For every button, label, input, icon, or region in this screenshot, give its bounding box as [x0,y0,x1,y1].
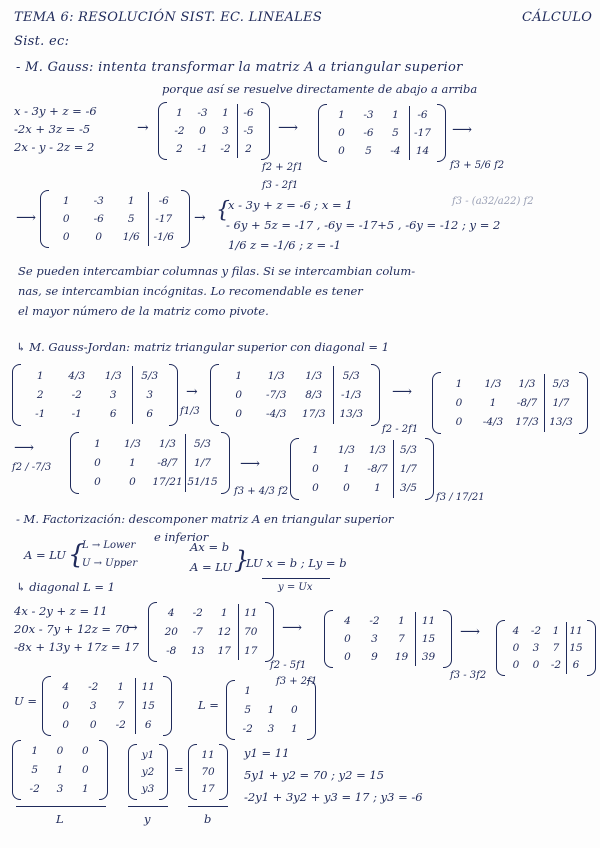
matrix-cell: -1 [197,143,208,155]
augmented-bar [409,106,410,160]
matrix-cell: 4 [167,607,175,620]
gj-matrix-5 [290,438,434,500]
matrix-cell: 0 [62,718,70,731]
matrix-cell: 1 [552,624,560,637]
matrix-cell: 5/3 [342,369,360,382]
gauss-matrix-1 [158,102,270,160]
gauss-sol-2: - 6y + 5z = -17 , -6y = -17+5 , -6y = -12 ; y = 2 [226,218,501,232]
lu-diag: ↳ diagonal L = 1 [16,580,115,594]
brace-icon: } [234,546,250,574]
lu-label-y: y [144,812,151,826]
matrix-cell: 17 [217,644,231,657]
matrix-cell: 5 [392,127,399,139]
matrix-cell: 7 [117,699,125,712]
gauss-op-1b: f3 - 2f1 [262,180,299,191]
matrix-cell: 17/21 [152,476,183,489]
augmented-bar [132,366,133,424]
bracket-right [443,610,452,668]
arrow-icon: ⟶ [14,440,35,456]
lu-b-vector [188,744,228,800]
bracket-right [425,438,434,500]
gj-matrix-4 [70,432,230,494]
lu-op-1a: f2 - 5f1 [270,660,307,671]
arrow-icon: → [194,210,206,226]
matrix-cell: 1 [117,681,125,694]
matrix-cell: 6 [109,408,117,421]
bracket-left [226,680,235,740]
lu-upper: U → Upper [82,558,138,569]
matrix-cell: 1/6 [122,231,140,243]
matrix-cell: -1 [35,408,46,421]
matrix-cell: -4 [390,145,401,157]
brace-icon: { [68,540,85,570]
bracket-right [169,364,178,426]
matrix-cell: 0 [235,408,243,421]
matrix-cell: 6 [572,659,580,672]
lu-matrix-2 [324,610,452,668]
matrix-cell: 0 [312,462,319,475]
bracket-left [290,438,299,500]
matrix-cell: -1/3 [341,388,362,401]
lu-eq-3: -8x + 13y + 17z = 17 [14,640,139,654]
matrix-cell: 3 [222,125,229,137]
underbrace-line [128,806,168,807]
matrix-cell: 6 [146,408,154,421]
matrix-cell: -2 [220,143,231,155]
lu-u-label: U = [14,694,37,708]
matrix-cell: 3 [146,388,154,401]
matrix-cell: -6 [417,109,428,121]
lu-op-1b: f3 + 2f1 [276,676,318,687]
matrix-cell: 5/3 [141,369,159,382]
matrix-cell: 0 [338,145,345,157]
matrix-cell: 20 [164,625,178,638]
underbrace-line [16,806,106,807]
matrix-cell: 17/3 [515,416,539,429]
matrix-cell: 0 [94,476,101,489]
matrix-cell: 0 [81,763,89,776]
lu-res-1: y1 = 11 [244,746,290,760]
matrix-cell: 7 [398,633,405,645]
matrix-cell: 1 [56,763,64,776]
matrix-cell: 9 [371,651,378,663]
lu-res-2: 5y1 + y2 = 70 ; y2 = 15 [244,768,385,782]
matrix-cell: 13/3 [549,416,573,429]
lu-alu-2: A = LU [190,560,232,574]
matrix-cell: 0 [56,745,64,758]
matrix-cell: 4 [512,624,520,637]
arrow-icon: ⟶ [240,456,261,472]
matrix-cell: 3 [56,782,64,795]
matrix-cell: 1 [31,745,38,758]
matrix-cell: 3 [267,722,275,735]
augmented-bar [238,604,239,660]
matrix-cell: -1/6 [153,231,174,243]
matrix-cell: 15 [141,699,155,712]
gauss-op-2: f3 + 5/6 f2 [450,160,505,171]
matrix-cell: 1 [312,443,319,456]
matrix-cell: -2 [174,125,185,137]
bracket-right [307,680,316,740]
matrix-cell: 0 [129,476,136,489]
bracket-right [265,602,274,662]
matrix-cell: -2 [550,659,562,672]
matrix-cell: 0 [344,633,351,645]
equals-sign: = [174,762,184,776]
augmented-bar [237,104,238,158]
matrix-cell: 0 [512,659,520,672]
matrix-cell: 4 [62,681,70,694]
matrix-cell: 1 [176,107,183,119]
matrix-cell: 11 [569,624,583,637]
gauss-matrix-2 [318,104,446,162]
augmented-bar [135,678,136,734]
matrix-cell: 4 [344,615,351,627]
bracket-left [70,432,79,494]
matrix-cell: 5/3 [552,377,570,390]
gj-op-1: f1/3 [180,406,200,417]
matrix-cell: 6 [144,718,152,731]
matrix-cell: 1 [489,396,497,409]
matrix-cell: 1 [94,437,101,450]
underbrace-line [188,806,228,807]
matrix-cell: -2 [115,718,126,731]
matrix-cell: 3 [109,388,117,401]
gj-matrix-2 [210,364,380,426]
matrix-cell: 4/3 [68,369,86,382]
matrix-cell: 11 [201,748,215,761]
gauss-eq-3: 2x - y - 2z = 2 [14,140,95,154]
matrix-cell: 15 [421,633,436,645]
bracket-left [42,676,51,736]
arrow-icon: ⟶ [278,120,299,136]
matrix-cell: 0 [199,125,206,137]
matrix-cell: 0 [455,396,463,409]
bracket-right [371,364,380,426]
matrix-cell: 1/7 [194,456,211,469]
arrow-icon: → [126,620,138,636]
matrix-cell: -6 [243,107,254,119]
bracket-right [261,102,270,160]
matrix-cell: 8/3 [305,388,323,401]
lu-matrix-1 [148,602,274,662]
matrix-cell: 1 [343,462,350,475]
gj-op-2: f2 - 2f1 [382,424,419,435]
lu-L-matrix [226,680,316,740]
matrix-cell: 1 [392,109,399,121]
gj-matrix-3 [432,372,588,434]
matrix-cell: y3 [141,783,155,796]
matrix-cell: 3 [371,633,378,645]
bracket-left [128,744,137,800]
matrix-cell: 2 [36,388,44,401]
bracket-left [40,190,49,248]
bracket-right [587,620,596,676]
matrix-cell: 7 [552,641,560,654]
matrix-cell: -4/3 [482,416,504,429]
matrix-cell: y1 [141,748,155,761]
subject-label: CÁLCULO [522,10,593,25]
matrix-cell: 51/15 [187,476,218,489]
matrix-cell: 1/3 [518,377,536,390]
matrix-cell: y2 [141,765,155,778]
underbrace-line [262,578,330,579]
matrix-cell: 1/3 [267,369,285,382]
matrix-cell: 5/3 [400,443,417,456]
matrix-cell: 1 [127,195,135,207]
lu-title-2: e inferior [154,530,209,544]
matrix-cell: 5/3 [194,437,211,450]
matrix-cell: 1/3 [484,377,502,390]
matrix-cell: 0 [290,703,298,716]
bracket-right [219,744,228,800]
matrix-cell: 1 [81,782,89,795]
lu-alu: A = LU [24,548,66,562]
gj-op-3: f2 / -7/3 [12,462,52,473]
lu-yux: y = Ux [278,582,313,593]
matrix-cell: 1 [235,369,243,382]
matrix-cell: 1 [338,109,345,121]
augmented-bar [544,374,545,432]
lu-label-b: b [204,812,212,826]
matrix-cell: -7/3 [266,388,287,401]
matrix-cell: -3 [363,109,374,121]
gauss-matrix-3 [40,190,190,248]
bracket-right [221,432,230,494]
matrix-cell: -2 [530,624,542,637]
gauss-op-1a: f2 + 2f1 [262,162,304,173]
matrix-cell: -2 [29,782,40,795]
gauss-note-1: Se pueden intercambiar columnas y filas. Si se intercambian colum- [18,264,416,278]
matrix-cell: 1/3 [104,369,122,382]
arrow-icon: ⟶ [460,624,481,640]
matrix-cell: -3 [93,195,104,207]
bracket-right [163,676,172,736]
bracket-left [158,102,167,160]
gauss-note-3: el mayor número de la matriz como pivote. [18,304,269,318]
matrix-cell: 1/3 [305,369,323,382]
intro-label: Sist. ec: [14,34,70,49]
gj-title: ↳ M. Gauss-Jordan: matriz triangular superior con diagonal = 1 [16,340,390,354]
arrow-icon: → [137,120,149,136]
matrix-cell: -2 [88,681,99,694]
matrix-cell: 17/3 [301,408,326,421]
matrix-cell: -8/7 [367,462,388,475]
matrix-cell: 14 [415,145,430,157]
gauss-sol-1: x - 3y + z = -6 ; x = 1 [228,198,353,212]
matrix-cell: -6 [158,195,169,207]
matrix-cell: 1 [398,615,405,627]
lu-title: - M. Factorización: descomponer matriz A en triangular superior [16,512,394,526]
matrix-cell: 0 [338,127,345,139]
matrix-cell: 3 [532,641,540,654]
matrix-cell: 0 [532,659,540,672]
matrix-cell: -5 [243,125,254,137]
gj-op-4: f3 + 4/3 f2 [234,486,289,497]
matrix-cell: 12 [217,625,231,638]
matrix-cell: 1/7 [400,462,417,475]
matrix-cell: -2 [71,388,82,401]
arrow-icon: ⟶ [282,620,303,636]
matrix-cell: 0 [62,231,70,243]
matrix-cell: 11 [141,681,155,694]
matrix-cell: 1 [290,722,298,735]
matrix-cell: -6 [93,213,104,225]
matrix-cell: 0 [512,641,520,654]
matrix-cell: 5 [31,763,38,776]
matrix-cell: 0 [344,651,351,663]
matrix-cell: 1 [129,456,136,469]
matrix-cell: 5 [244,703,251,716]
matrix-cell: 0 [343,482,350,495]
matrix-cell: 0 [312,482,319,495]
lu-eq-1: 4x - 2y + z = 11 [14,604,108,618]
matrix-cell: -17 [155,213,173,225]
gauss-sol-3: 1/6 z = -1/6 ; z = -1 [228,238,341,252]
matrix-cell: 1 [244,685,251,698]
lu-op-2: f3 - 3f2 [450,670,487,681]
matrix-cell: 2 [176,143,183,155]
matrix-cell: 0 [62,699,70,712]
gauss-op-2-general: f3 - (a32/a22) f2 [452,196,534,207]
matrix-cell: -2 [192,607,203,620]
augmented-bar [393,440,394,498]
matrix-cell: 13 [191,644,205,657]
matrix-cell: 70 [201,765,215,778]
gj-op-5: f3 / 17/21 [436,492,485,503]
gauss-note-2: nas, se intercambian incógnitas. Lo recomendable es tener [18,284,363,298]
matrix-cell: 1 [455,377,463,390]
matrix-cell: 1 [267,703,275,716]
matrix-cell: 0 [94,456,101,469]
arrow-icon: ⟶ [16,210,37,226]
augmented-bar [333,366,334,424]
bracket-left [12,364,21,426]
bracket-right [159,744,168,800]
lu-eq-2: 20x - 7y + 12z = 70 [14,622,130,636]
bracket-right [579,372,588,434]
gauss-def-line1: - M. Gauss: intenta transformar la matriz A a triangular superior [16,60,463,75]
bracket-left [318,104,327,162]
augmented-bar [148,192,149,246]
lu-ax: Ax = b [190,540,230,554]
arrow-icon: ⟶ [392,384,413,400]
gauss-eq-1: x - 3y + z = -6 [14,104,97,118]
lu-lower: L → Lower [82,540,136,551]
bracket-left [188,744,197,800]
matrix-cell: 17 [244,644,258,657]
matrix-cell: 1 [36,369,44,382]
matrix-cell: -7 [192,625,203,638]
matrix-cell: 0 [455,416,463,429]
matrix-cell: 0 [81,745,89,758]
matrix-cell: 3 [89,699,97,712]
matrix-cell: 39 [421,651,436,663]
bracket-left [12,740,21,800]
matrix-cell: 13/3 [339,408,364,421]
arrow-icon: ⟶ [452,122,473,138]
bracket-right [437,104,446,162]
matrix-cell: 1 [222,107,229,119]
lu-U-matrix [42,676,172,736]
matrix-cell: 1/3 [124,437,141,450]
matrix-cell: 5 [127,213,135,225]
bracket-left [496,620,505,676]
matrix-cell: -8 [166,644,177,657]
matrix-cell: 19 [394,651,409,663]
bracket-left [324,610,333,668]
matrix-cell: 3/5 [400,482,417,495]
arrow-icon: → [186,384,198,400]
bracket-left [210,364,219,426]
matrix-cell: 1/3 [338,443,355,456]
matrix-cell: 0 [89,718,97,731]
matrix-cell: 0 [62,213,70,225]
page-title: TEMA 6: RESOLUCIÓN SIST. EC. LINEALES [14,10,323,25]
lu-y-vector [128,744,168,800]
matrix-cell: 2 [245,143,252,155]
matrix-cell: 1 [374,482,381,495]
matrix-cell: 1 [220,607,228,620]
matrix-cell: 5 [365,145,372,157]
matrix-cell: -2 [242,722,253,735]
bracket-left [148,602,157,662]
matrix-cell: -3 [197,107,208,119]
lu-matrix-3 [496,620,596,676]
augmented-bar [415,612,416,666]
matrix-cell: 70 [244,625,258,638]
matrix-cell: 1/7 [552,396,570,409]
matrix-cell: 11 [421,615,436,627]
matrix-cell: -2 [369,615,380,627]
augmented-bar [185,434,186,492]
bracket-right [181,190,190,248]
brace-icon: { [216,198,230,223]
matrix-cell: 1/3 [159,437,176,450]
matrix-cell: 11 [244,607,258,620]
lu-L-system-matrix [12,740,108,800]
gauss-eq-2: -2x + 3z = -5 [14,122,91,136]
matrix-cell: 15 [569,641,583,654]
bracket-right [99,740,108,800]
matrix-cell: -1 [71,408,82,421]
lu-label-L: L [56,812,64,826]
matrix-cell: 1 [62,195,70,207]
lu-res-3: -2y1 + 3y2 + y3 = 17 ; y3 = -6 [244,790,423,804]
lu-l-label: L = [198,698,219,712]
matrix-cell: -17 [414,127,431,139]
matrix-cell: 1/3 [369,443,386,456]
gauss-def-line2: porque así se resuelve directamente de abajo a arriba [162,82,478,96]
matrix-cell: 17 [201,783,215,796]
matrix-cell: -6 [363,127,374,139]
matrix-cell: -8/7 [516,396,538,409]
matrix-cell: -8/7 [157,456,178,469]
matrix-cell: 0 [95,231,103,243]
augmented-bar [566,622,567,674]
matrix-cell: -4/3 [266,408,287,421]
matrix-cell: 0 [235,388,243,401]
bracket-left [432,372,441,434]
lu-eqs: LU x = b ; Ly = b [246,556,347,570]
gj-matrix-1 [12,364,178,426]
